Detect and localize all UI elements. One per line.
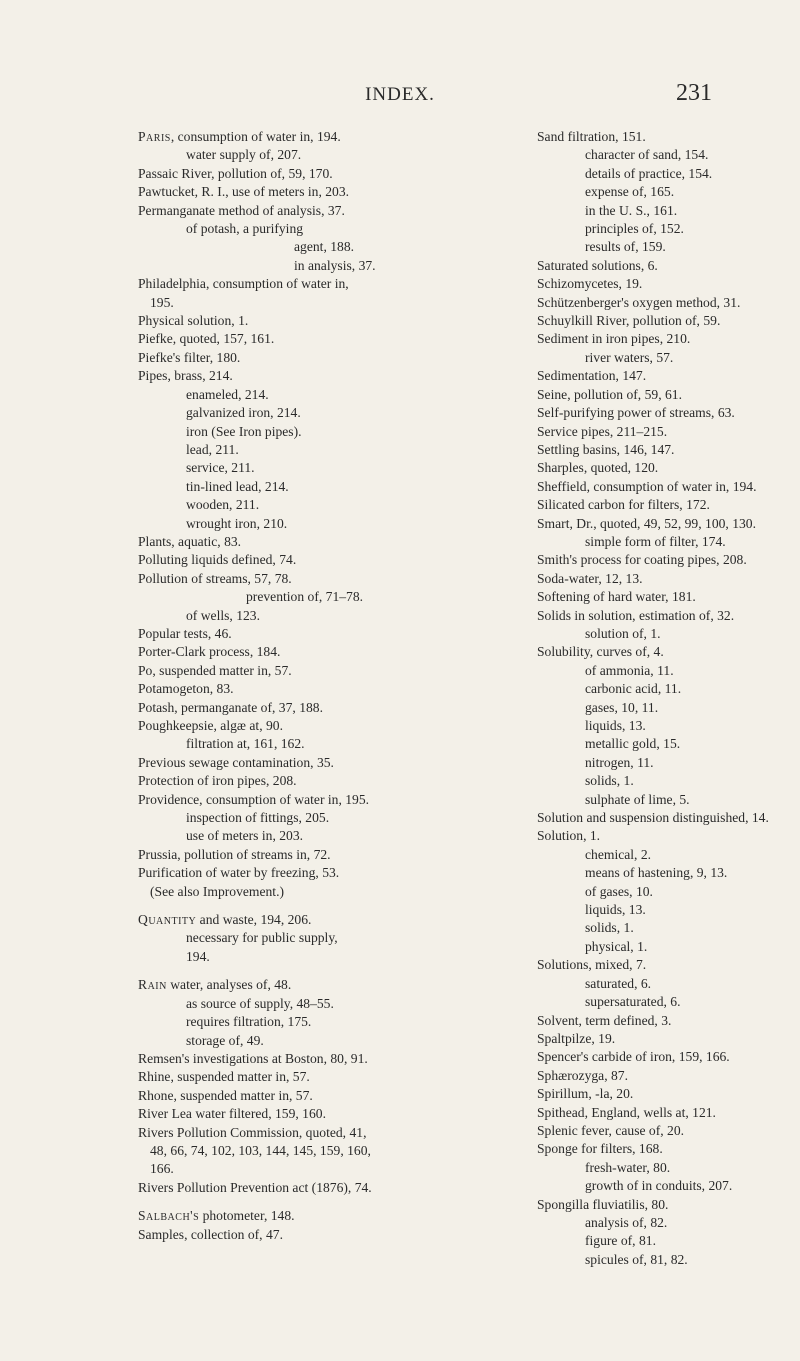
index-entry: Splenic fever, cause of, 20. bbox=[537, 1122, 685, 1138]
index-entry: Purification of water by freezing, 53. bbox=[138, 865, 340, 881]
index-entry: service, 211. bbox=[186, 460, 255, 476]
index-entry: Potamogeton, 83. bbox=[138, 681, 234, 697]
index-entry: Solution, 1. bbox=[537, 828, 601, 844]
index-entry: wrought iron, 210. bbox=[186, 515, 288, 531]
index-entry: Self-purifying power of streams, 63. bbox=[537, 405, 735, 421]
index-entry: solids, 1. bbox=[585, 920, 634, 936]
index-entry: filtration at, 161, 162. bbox=[186, 736, 305, 752]
index-entry: Softening of hard water, 181. bbox=[537, 589, 696, 605]
index-entry: expense of, 165. bbox=[585, 184, 675, 200]
index-entry: as source of supply, 48–55. bbox=[186, 995, 334, 1011]
index-entry: Poughkeepsie, algæ at, 90. bbox=[138, 718, 283, 733]
index-entry: growth of in conduits, 207. bbox=[585, 1178, 733, 1194]
index-entry: fresh-water, 80. bbox=[585, 1159, 671, 1175]
index-entry: iron (See Iron pipes). bbox=[186, 423, 302, 439]
index-entry: sulphate of lime, 5. bbox=[585, 791, 690, 807]
index-entry: of potash, a purifying bbox=[186, 221, 304, 237]
index-entry: Quantity and waste, 194, 206. bbox=[138, 912, 312, 928]
index-entry: metallic gold, 15. bbox=[585, 736, 681, 752]
index-entry: Prussia, pollution of streams in, 72. bbox=[138, 846, 331, 862]
index-entry: enameled, 214. bbox=[186, 386, 269, 402]
index-entry: necessary for public supply, bbox=[186, 930, 338, 946]
index-entry: agent, 188. bbox=[294, 239, 355, 255]
index-entry: inspection of fittings, 205. bbox=[186, 810, 330, 826]
index-entry: Silicated carbon for filters, 172. bbox=[537, 497, 710, 513]
index-entry: of gases, 10. bbox=[585, 883, 653, 899]
index-entry: Spongilla fluviatilis, 80. bbox=[537, 1196, 669, 1212]
index-entry: Spaltpilze, 19. bbox=[537, 1030, 616, 1046]
index-entry: Solubility, curves of, 4. bbox=[537, 644, 664, 660]
index-entry: Permanganate method of analysis, 37. bbox=[138, 202, 345, 218]
index-entry: Spithead, England, wells at, 121. bbox=[537, 1104, 716, 1120]
index-entry: Spirillum, -la, 20. bbox=[537, 1086, 634, 1102]
index-entry: Sedimentation, 147. bbox=[537, 368, 647, 384]
index-entry: Piefke, quoted, 157, 161. bbox=[138, 331, 275, 347]
index-entry: Polluting liquids defined, 74. bbox=[138, 552, 297, 568]
index-entry: Settling basins, 146, 147. bbox=[537, 441, 675, 457]
index-entry: Pollution of streams, 57, 78. bbox=[138, 570, 292, 586]
index-entry: Schizomycetes, 19. bbox=[537, 276, 643, 292]
index-entry: prevention of, 71–78. bbox=[246, 589, 364, 605]
index-entry: Soda-water, 12, 13. bbox=[537, 570, 643, 586]
index-headword: Paris bbox=[138, 129, 171, 144]
index-entry: (See also Improvement.) bbox=[150, 883, 285, 899]
index-entry: Sediment in iron pipes, 210. bbox=[537, 331, 691, 347]
index-entry: Porter-Clark process, 184. bbox=[138, 644, 281, 660]
index-entry: Piefke's filter, 180. bbox=[138, 349, 241, 365]
index-entry: storage of, 49. bbox=[186, 1032, 264, 1048]
index-entry: 195. bbox=[150, 294, 174, 310]
index-entry: Smart, Dr., quoted, 49, 52, 99, 100, 130. bbox=[537, 515, 756, 531]
index-entry: Salbach's photometer, 148. bbox=[138, 1208, 295, 1224]
index-entry: in analysis, 37. bbox=[294, 257, 376, 273]
index-entry: Physical solution, 1. bbox=[138, 313, 249, 329]
index-entry: Po, suspended matter in, 57. bbox=[138, 662, 292, 678]
index-entry: character of sand, 154. bbox=[585, 147, 709, 163]
index-entry: 194. bbox=[186, 948, 210, 964]
index-column-right bbox=[537, 128, 779, 1269]
index-entry: Sharples, quoted, 120. bbox=[537, 460, 659, 476]
index-entry: Providence, consumption of water in, 195. bbox=[138, 791, 370, 807]
index-entry: gases, 10, 11. bbox=[585, 699, 659, 715]
index-entry: Rivers Pollution Prevention act (1876), 74. bbox=[138, 1179, 372, 1195]
index-entry: supersaturated, 6. bbox=[585, 994, 681, 1010]
index-entry: Saturated solutions, 6. bbox=[537, 257, 658, 273]
index-entry: River Lea water filtered, 159, 160. bbox=[138, 1106, 326, 1122]
index-entry: analysis of, 82. bbox=[585, 1214, 668, 1230]
index-entry: lead, 211. bbox=[186, 441, 239, 457]
index-headword: Rain bbox=[138, 977, 167, 993]
index-entry: spicules of, 81, 82. bbox=[585, 1251, 688, 1267]
index-entry: of wells, 123. bbox=[186, 607, 261, 623]
index-entry: nitrogen, 11. bbox=[585, 754, 654, 770]
index-entry: Sheffield, consumption of water in, 194. bbox=[537, 478, 757, 494]
index-entry: liquids, 13. bbox=[585, 902, 646, 918]
index-entry: river waters, 57. bbox=[585, 349, 674, 365]
index-entry: tin-lined lead, 214. bbox=[186, 478, 289, 494]
index-entry: details of practice, 154. bbox=[585, 165, 713, 181]
index-entry: Spencer's carbide of iron, 159, 166. bbox=[537, 1049, 730, 1065]
index-entry: Plants, aquatic, 83. bbox=[138, 533, 242, 549]
index-entry: Rhone, suspended matter in, 57. bbox=[138, 1087, 313, 1103]
index-entry: results of, 159. bbox=[585, 239, 666, 255]
index-entry: galvanized iron, 214. bbox=[186, 405, 301, 421]
index-entry: means of hastening, 9, 13. bbox=[585, 865, 728, 881]
index-entry: Sphærozyga, 87. bbox=[537, 1067, 628, 1083]
index-entry: in the U. S., 161. bbox=[585, 202, 678, 218]
index-entry: figure of, 81. bbox=[585, 1233, 656, 1249]
index-entry: Rain water, analyses of, 48. bbox=[138, 977, 292, 993]
index-entry: Solids in solution, estimation of, 32. bbox=[537, 607, 735, 623]
index-entry: wooden, 211. bbox=[186, 497, 260, 513]
index-entry: requires filtration, 175. bbox=[186, 1014, 312, 1030]
index-entry: Previous sewage contamination, 35. bbox=[138, 754, 334, 770]
index-entry: 166. bbox=[150, 1161, 174, 1177]
index-entry: saturated, 6. bbox=[585, 975, 652, 991]
index-entry: Solution and suspension distinguished, 14. bbox=[537, 810, 769, 826]
index-entry: simple form of filter, 174. bbox=[585, 533, 726, 549]
index-entry: Passaic River, pollution of, 59, 170. bbox=[138, 165, 333, 181]
index-entry: Seine, pollution of, 59, 61. bbox=[537, 386, 682, 402]
index-entry: Service pipes, 211–215. bbox=[537, 423, 668, 439]
index-entry: of ammonia, 11. bbox=[585, 662, 674, 678]
index-entry: liquids, 13. bbox=[585, 718, 646, 733]
page-number: 231 bbox=[676, 80, 712, 106]
index-entry: Popular tests, 46. bbox=[138, 625, 232, 641]
index-entry: physical, 1. bbox=[585, 938, 648, 954]
index-entry: 48, 66, 74, 102, 103, 144, 145, 159, 160, bbox=[150, 1142, 371, 1158]
index-entry: Philadelphia, consumption of water in, bbox=[138, 276, 349, 292]
page-title: INDEX. bbox=[365, 84, 435, 105]
index-entry: water supply of, 207. bbox=[186, 147, 302, 163]
index-entry: Pipes, brass, 214. bbox=[138, 368, 233, 384]
index-entry: Schuylkill River, pollution of, 59. bbox=[537, 313, 721, 329]
index-column-left bbox=[138, 128, 510, 1244]
index-headword: Quantity bbox=[138, 912, 197, 928]
index-entry: Potash, permanganate of, 37, 188. bbox=[138, 699, 323, 715]
page-header bbox=[0, 80, 800, 114]
index-entry: Pawtucket, R. I., use of meters in, 203. bbox=[138, 184, 350, 200]
index-entry: Sponge for filters, 168. bbox=[537, 1141, 663, 1157]
index-entry: Schützenberger's oxygen method, 31. bbox=[537, 294, 741, 310]
index-entry: Protection of iron pipes, 208. bbox=[138, 773, 297, 789]
index-entry: Sand filtration, 151. bbox=[537, 129, 646, 144]
index-entry: use of meters in, 203. bbox=[186, 828, 304, 844]
index-entry: solution of, 1. bbox=[585, 625, 661, 641]
index-entry: Paris, consumption of water in, 194. bbox=[138, 129, 341, 144]
index-entry: Remsen's investigations at Boston, 80, 91. bbox=[138, 1050, 368, 1066]
index-entry: principles of, 152. bbox=[585, 221, 684, 237]
index-entry: chemical, 2. bbox=[585, 846, 652, 862]
index-entry: Solutions, mixed, 7. bbox=[537, 957, 647, 973]
index-entry: Solvent, term defined, 3. bbox=[537, 1012, 672, 1028]
index-entry: Rivers Pollution Commission, quoted, 41, bbox=[138, 1124, 367, 1140]
index-headword: Salbach's bbox=[138, 1208, 200, 1224]
index-entry: solids, 1. bbox=[585, 773, 634, 789]
index-entry: Samples, collection of, 47. bbox=[138, 1226, 283, 1242]
index-entry: carbonic acid, 11. bbox=[585, 681, 682, 697]
index-entry: Rhine, suspended matter in, 57. bbox=[138, 1069, 310, 1085]
index-entry: Smith's process for coating pipes, 208. bbox=[537, 552, 747, 568]
